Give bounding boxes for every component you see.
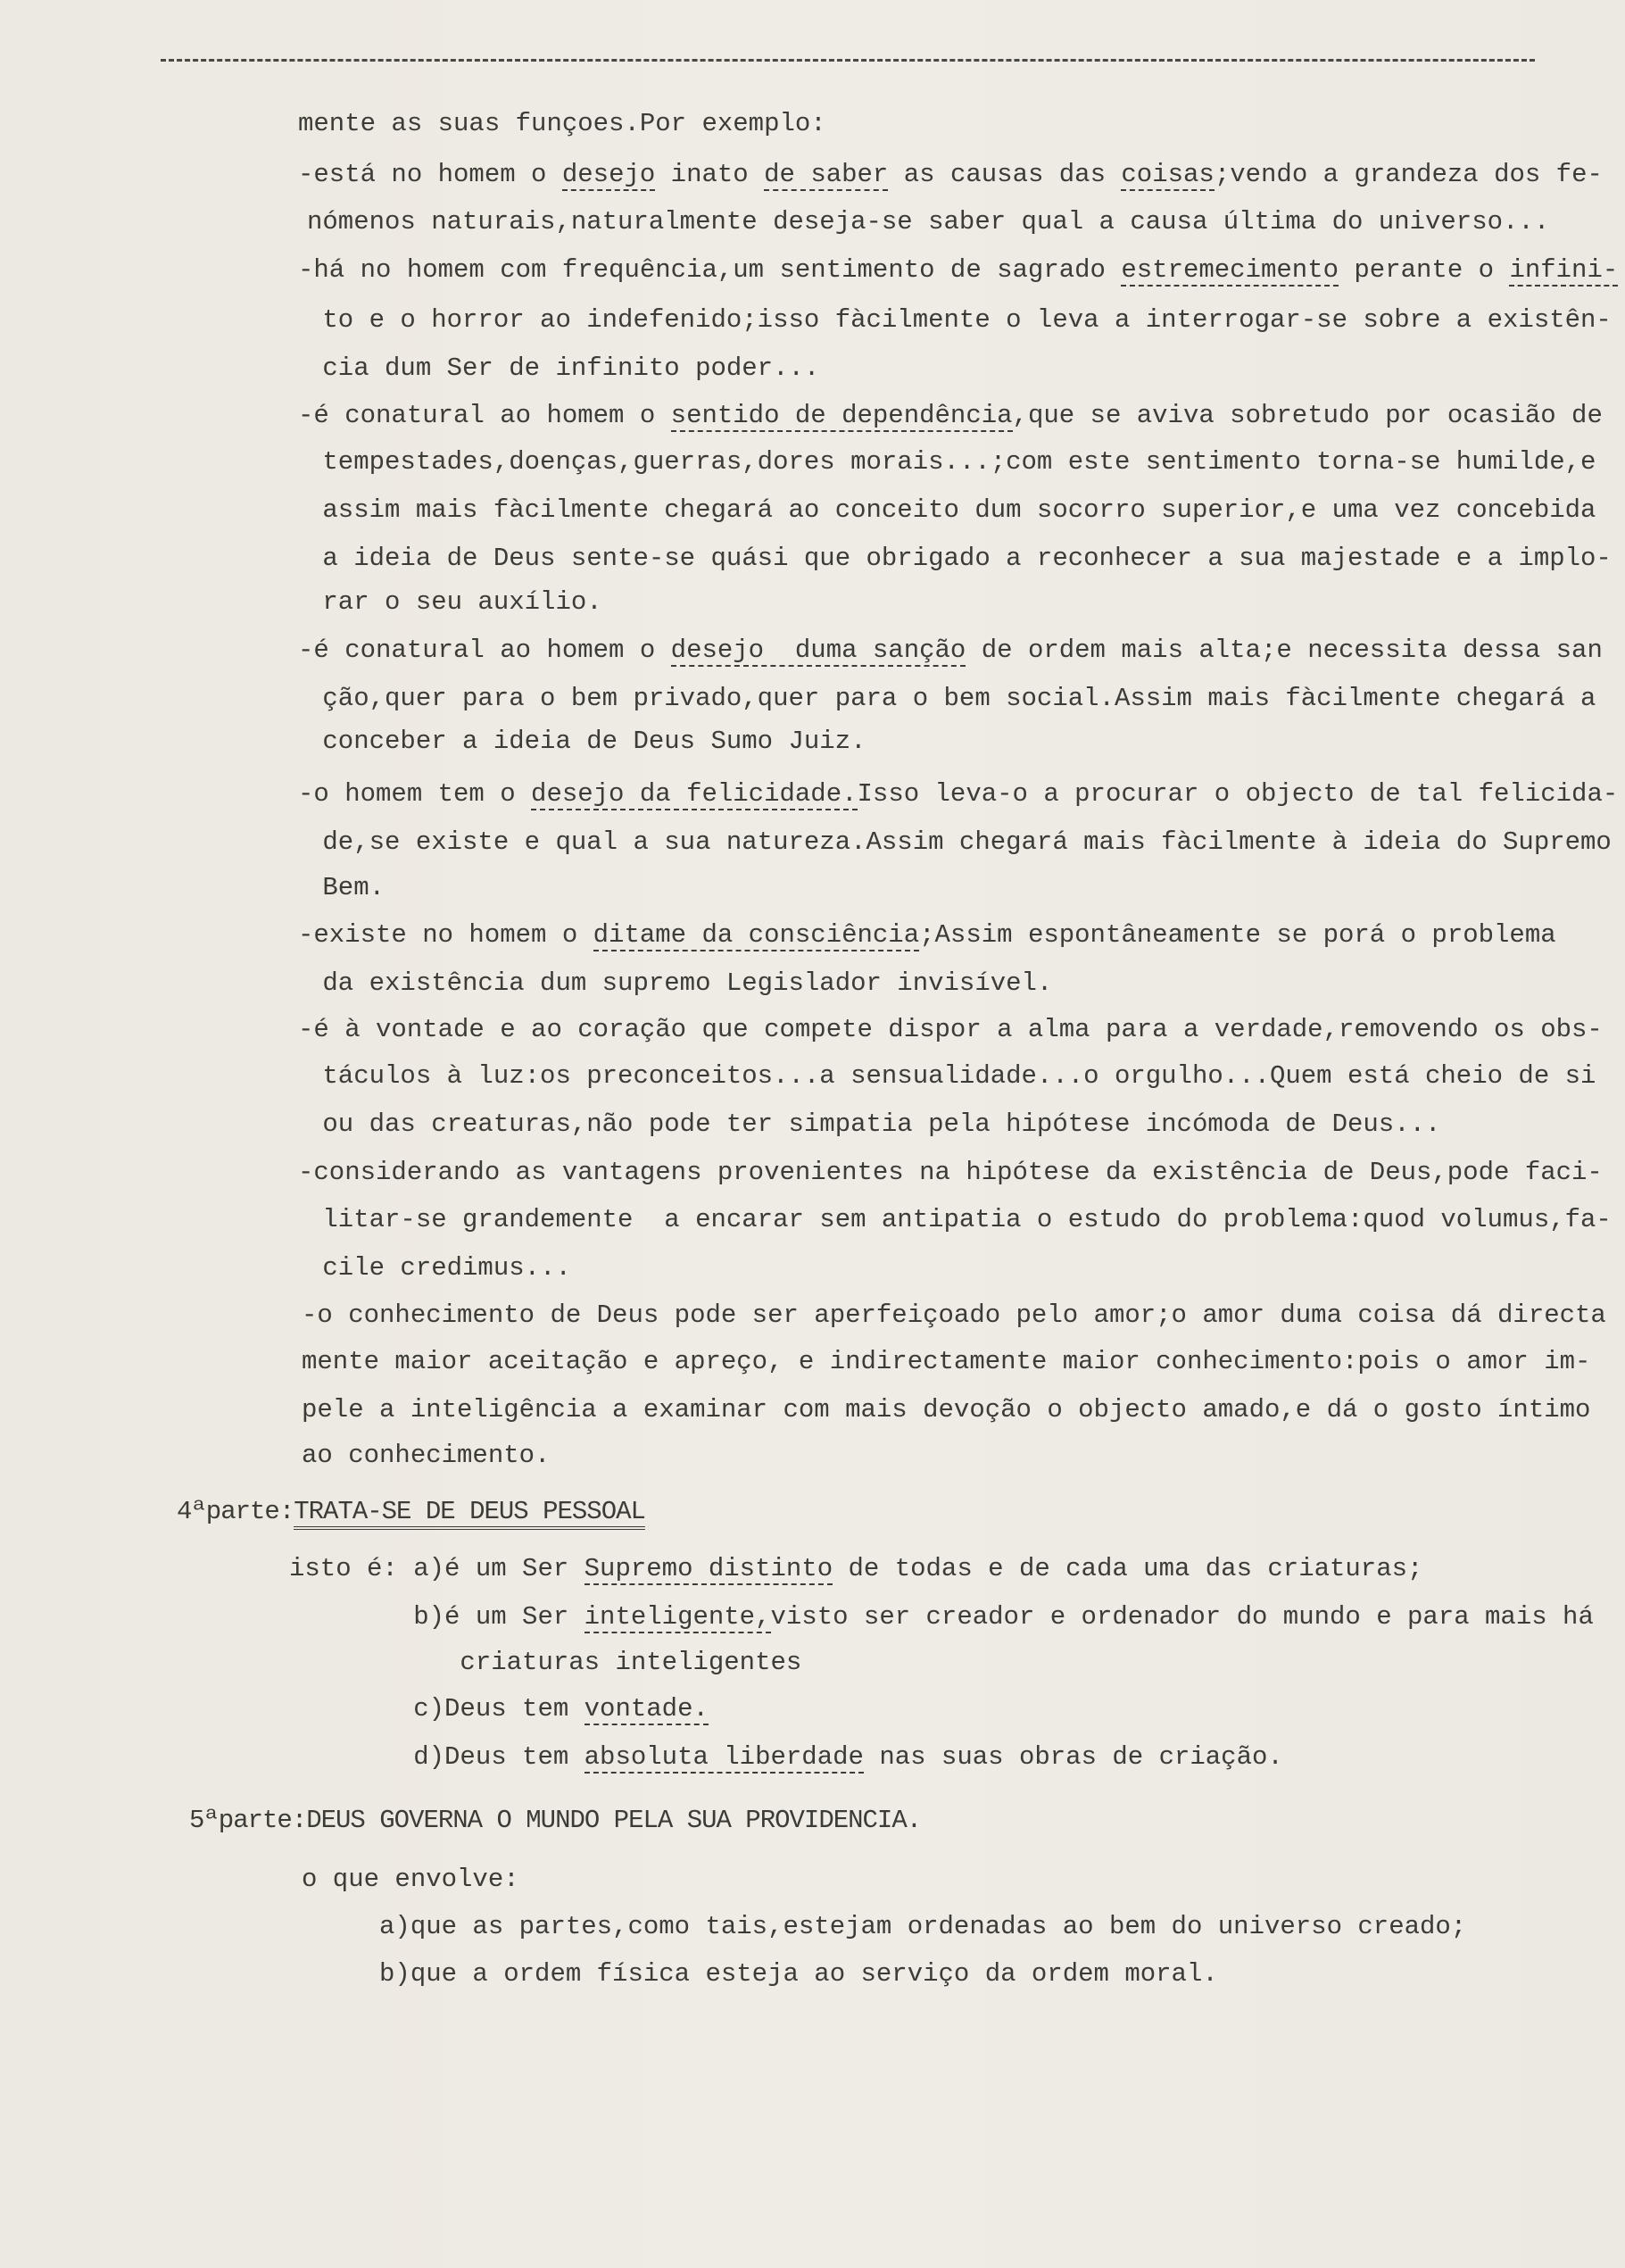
text-line (307, 1205, 1612, 1235)
underlined-phrase: TRATA-SE DE DEUS PESSOAL (294, 1497, 645, 1530)
underlined-phrase: ditame da consciência (593, 920, 920, 950)
text-run: litar-se grandemente a encarar sem antipatia o estudo do problema:quod volumus,fa- (307, 1205, 1612, 1234)
text-line (298, 920, 1556, 951)
text-run: b)é um Ser (289, 1602, 585, 1632)
text-run: rar o seu auxílio. (307, 587, 602, 617)
text-line (302, 1300, 1606, 1331)
text-run: c)Deus tem (289, 1694, 585, 1724)
text-line (302, 1395, 1590, 1425)
text-line (307, 1109, 1440, 1140)
text-line (307, 544, 1612, 574)
text-run: Isso leva-o a procurar o objecto de tal felicida- (857, 779, 1619, 809)
text-line (302, 1441, 550, 1471)
text-run: criaturas inteligentes (289, 1648, 802, 1677)
text-line (307, 968, 1052, 999)
text-line (307, 495, 1596, 526)
text-line (307, 684, 1596, 714)
text-run: Bem. (307, 873, 386, 902)
text-line (289, 1602, 1594, 1632)
text-line (289, 1648, 801, 1678)
text-run: isto é: a)é um Ser (289, 1554, 585, 1583)
text-line (298, 109, 826, 139)
text-line (298, 160, 1603, 190)
text-run: da existência dum supremo Legislador invisível. (307, 968, 1053, 998)
text-line (307, 447, 1596, 478)
text-line (298, 779, 1618, 810)
text-run: cile credimus... (307, 1253, 571, 1283)
text-run: a)que as partes,como tais,estejam ordenadas ao bem do universo creado; (302, 1912, 1467, 1941)
text-run: de todas e de cada uma das criaturas; (833, 1554, 1423, 1583)
text-run: ;vendo a grandeza dos fe- (1214, 160, 1603, 189)
text-run: -o conhecimento de Deus pode ser aperfeiçoado pelo amor;o amor duma coisa dá directa (302, 1300, 1606, 1330)
text-run: ção,quer para o bem privado,quer para o bem social.Assim mais fàcilmente chegará a (307, 684, 1596, 713)
text-line (302, 1912, 1466, 1942)
text-run: perante o (1339, 255, 1510, 285)
underlined-phrase: Supremo distinto (584, 1554, 833, 1583)
text-run: mente as suas funçoes.Por exemplo: (298, 109, 826, 138)
text-run: ao conhecimento. (302, 1441, 551, 1470)
text-line (302, 1959, 1218, 1990)
underlined-phrase: infini- (1509, 255, 1619, 285)
text-run: nómenos naturais,naturalmente deseja-se saber qual a causa última do universo... (307, 207, 1550, 237)
text-line (307, 587, 602, 618)
underlined-phrase: de saber (764, 160, 889, 189)
section-heading-line (177, 1497, 645, 1527)
text-line (307, 353, 819, 384)
underlined-phrase: absoluta liberdade (584, 1742, 864, 1772)
text-run: d)Deus tem (289, 1742, 585, 1772)
text-run: -está no homem o (298, 160, 562, 189)
text-run: a ideia de Deus sente-se quási que obrigado a reconhecer a sua majestade e a implo- (307, 544, 1612, 573)
text-run: to e o horror ao indefenido;isso fàcilmente o leva a interrogar-se sobre a existên- (307, 305, 1612, 335)
text-run: -o homem tem o (298, 779, 532, 809)
text-run: b)que a ordem física esteja ao serviço da ordem moral. (302, 1959, 1218, 1989)
text-line (307, 1061, 1596, 1092)
underlined-phrase: desejo (561, 160, 656, 189)
text-run: -é conatural ao homem o (298, 401, 671, 430)
text-run: -existe no homem o (298, 920, 593, 950)
text-run: as causas das (888, 160, 1122, 189)
text-run: assim mais fàcilmente chegará ao conceito dum socorro superior,e uma vez concebida (307, 495, 1596, 525)
text-run: nas suas obras de criação. (863, 1742, 1283, 1772)
text-run: pele a inteligência a examinar com mais devoção o objecto amado,e dá o gosto íntimo (302, 1395, 1591, 1425)
text-run: ;Assim espontâneamente se porá o problema (919, 920, 1556, 950)
text-run: de ordem mais alta;e necessita dessa san (966, 636, 1603, 665)
text-run: táculos à luz:os preconceitos...a sensualidade...o orgulho...Quem está cheio de si (307, 1061, 1596, 1091)
text-run: -há no homem com frequência,um sentimento de sagrado (298, 255, 1122, 285)
text-line (289, 1742, 1283, 1773)
underlined-phrase: estremecimento (1121, 255, 1339, 285)
text-line (307, 1253, 571, 1284)
text-run: 5ªparte:DEUS GOVERNA O MUNDO PELA SUA PROVIDENCIA. (189, 1806, 922, 1835)
text-run: visto ser creador e ordenador do mundo e para mais há (770, 1602, 1594, 1632)
underlined-phrase: desejo duma sanção (670, 636, 966, 665)
text-line (307, 827, 1612, 858)
text-line (298, 1015, 1603, 1045)
text-line (298, 401, 1603, 431)
text-run: de,se existe e qual a sua natureza.Assim chegará mais fàcilmente à ideia do Supremo (307, 827, 1612, 857)
text-line (302, 1347, 1590, 1377)
text-run: ,que se aviva sobretudo por ocasião de (1012, 401, 1603, 430)
text-line (289, 1554, 1422, 1584)
underlined-phrase: desejo da felicidade. (531, 779, 858, 809)
text-run: 4ªparte: (177, 1497, 294, 1526)
underlined-phrase: vontade. (584, 1694, 709, 1724)
underlined-phrase: sentido de dependência (670, 401, 1013, 430)
text-run: cia dum Ser de infinito poder... (307, 353, 820, 383)
text-line (307, 305, 1612, 336)
text-run: -é conatural ao homem o (298, 636, 671, 665)
text-run: o que envolve: (302, 1865, 519, 1894)
text-run: -é à vontade e ao coração que compete dispor a alma para a verdade,removendo os obs- (298, 1015, 1603, 1044)
section-heading-line (189, 1806, 921, 1836)
text-line (302, 1865, 519, 1895)
text-line (307, 727, 866, 757)
text-line (289, 1694, 709, 1724)
text-line (298, 255, 1618, 286)
text-run: inato (655, 160, 765, 189)
underlined-phrase: inteligente, (584, 1602, 771, 1632)
text-line (307, 873, 385, 903)
text-run: tempestades,doenças,guerras,dores morais...;com este sentimento torna-se humilde,e (307, 447, 1596, 477)
underlined-phrase: coisas (1121, 160, 1215, 189)
text-line (298, 636, 1603, 666)
text-run: conceber a ideia de Deus Sumo Juiz. (307, 727, 866, 756)
text-run: ou das creaturas,não pode ter simpatia pela hipótese incómoda de Deus... (307, 1109, 1441, 1139)
text-run: mente maior aceitação e apreço, e indirectamente maior conhecimento:pois o amor im- (302, 1347, 1591, 1376)
text-run: -considerando as vantagens provenientes na hipótese da existência de Deus,pode faci- (298, 1158, 1603, 1187)
top-rule-line (161, 59, 1535, 62)
text-line (307, 207, 1549, 237)
text-line (298, 1158, 1603, 1188)
